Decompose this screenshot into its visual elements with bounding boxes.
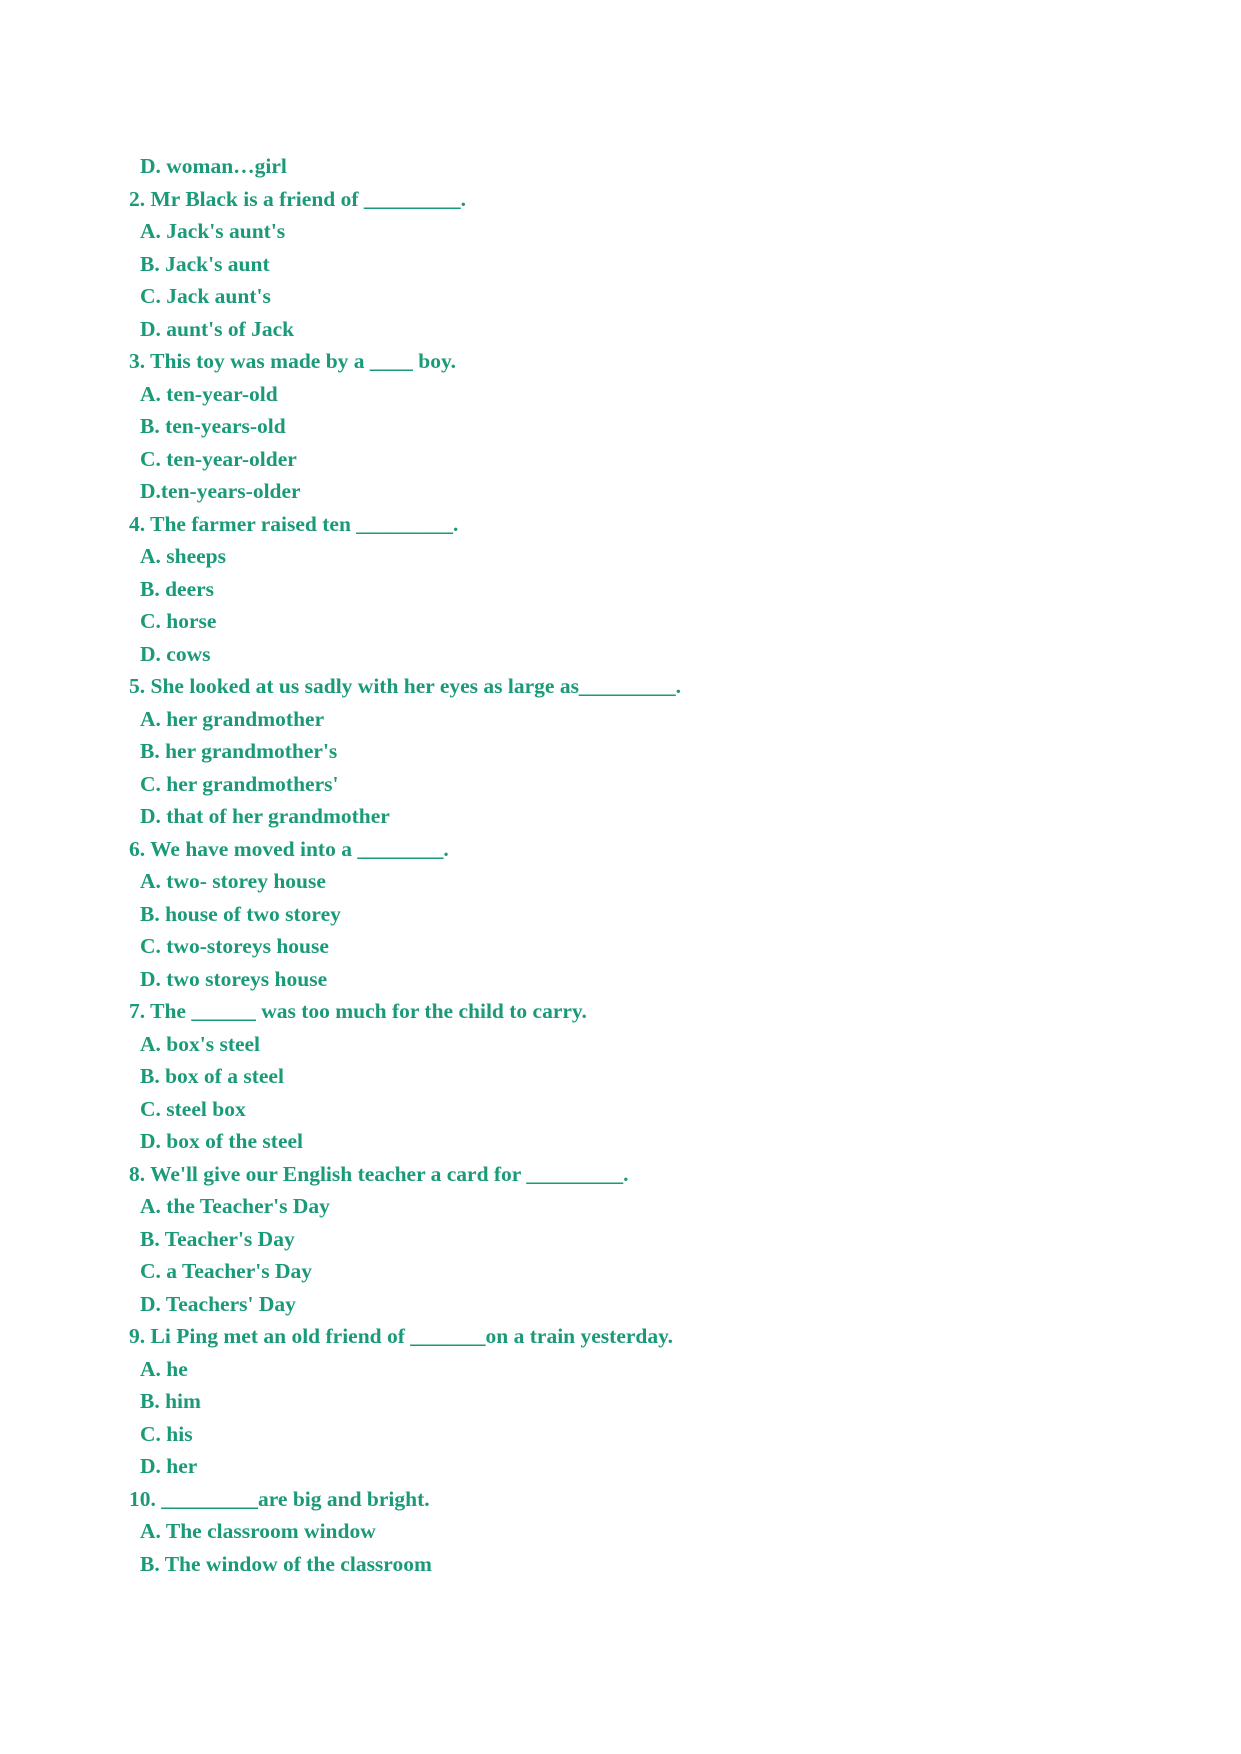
option-line: B. house of two storey [140, 902, 341, 926]
option-line: A. The classroom window [140, 1519, 376, 1543]
option-line: C. Jack aunt's [140, 284, 271, 308]
question-5-stem: 5. She looked at us sadly with her eyes as large as_________. [129, 674, 682, 698]
option-line: B. her grandmother's [140, 739, 338, 763]
option-line: B. Teacher's Day [140, 1227, 295, 1251]
option-line: A. two- storey house [140, 869, 326, 893]
option-line: A. he [140, 1357, 188, 1381]
option-line: D. her [140, 1454, 198, 1478]
question-7-stem: 7. The ______ was too much for the child to carry. [129, 999, 587, 1023]
option-line: C. steel box [140, 1097, 246, 1121]
option-line: B. deers [140, 577, 215, 601]
question-10-stem: 10. _________are big and bright. [129, 1487, 430, 1511]
option-line: A. box's steel [140, 1032, 261, 1056]
option-line: A. her grandmother [140, 707, 325, 731]
option-line: C. her grandmothers' [140, 772, 339, 796]
option-line: D.ten-years-older [140, 479, 301, 503]
option-line: D. that of her grandmother [140, 804, 390, 828]
option-line: C. two-storeys house [140, 934, 329, 958]
option-line: A. ten-year-old [140, 382, 278, 406]
option-line: A. the Teacher's Day [140, 1194, 330, 1218]
question-8-stem: 8. We'll give our English teacher a card for _________. [129, 1162, 629, 1186]
option-line: D. woman…girl [140, 154, 287, 178]
option-line: D. aunt's of Jack [140, 317, 295, 341]
option-line: C. ten-year-older [140, 447, 297, 471]
question-3-stem: 3. This toy was made by a ____ boy. [129, 349, 456, 373]
option-line: C. horse [140, 609, 217, 633]
question-4-stem: 4. The farmer raised ten _________. [129, 512, 459, 536]
option-line: C. a Teacher's Day [140, 1259, 312, 1283]
option-line: B. The window of the classroom [140, 1552, 432, 1576]
option-line: D. Teachers' Day [140, 1292, 296, 1316]
option-line: B. ten-years-old [140, 414, 286, 438]
question-2-stem: 2. Mr Black is a friend of _________. [129, 187, 467, 211]
option-line: D. cows [140, 642, 211, 666]
option-line: C. his [140, 1422, 193, 1446]
option-line: D. box of the steel [140, 1129, 304, 1153]
question-9-stem: 9. Li Ping met an old friend of _______on a train yesterday. [129, 1324, 674, 1348]
option-line: D. two storeys house [140, 967, 328, 991]
option-line: B. Jack's aunt [140, 252, 270, 276]
option-line: A. sheeps [140, 544, 227, 568]
option-line: B. him [140, 1389, 201, 1413]
option-line: B. box of a steel [140, 1064, 284, 1088]
option-line: A. Jack's aunt's [140, 219, 286, 243]
question-6-stem: 6. We have moved into a ________. [129, 837, 449, 861]
